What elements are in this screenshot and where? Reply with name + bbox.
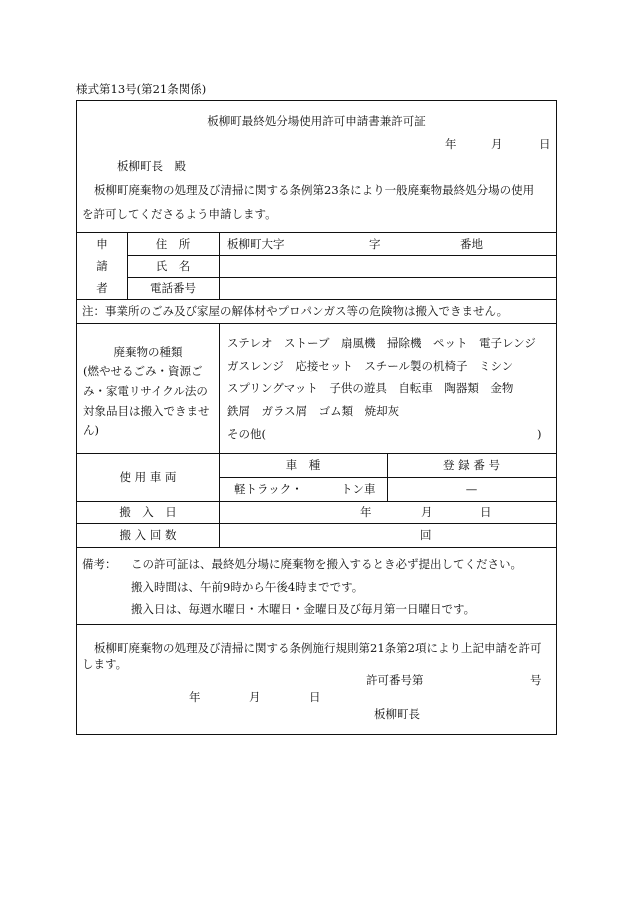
divider bbox=[77, 323, 556, 324]
divider bbox=[77, 523, 556, 524]
permit-signer: 板柳町長 bbox=[374, 707, 420, 721]
waste-label-3: み・家電リサイクル法の bbox=[83, 384, 208, 398]
waste-other-close: ) bbox=[537, 427, 542, 441]
divider bbox=[127, 277, 556, 278]
vehicle-reg-value: — bbox=[465, 482, 478, 496]
vehicle-reg-header: 登 録 番 号 bbox=[443, 458, 500, 472]
date-day: 日 bbox=[539, 137, 551, 151]
date-year: 年 bbox=[445, 137, 457, 151]
divider bbox=[77, 453, 556, 454]
divider bbox=[127, 255, 556, 256]
delivery-month: 月 bbox=[421, 505, 433, 519]
remarks-line-2: 搬入時間は、午前9時から午後4時までです。 bbox=[131, 580, 364, 594]
divider bbox=[77, 501, 556, 502]
applicant-header-1: 申 bbox=[96, 237, 108, 251]
waste-items-1: ステレオ ストーブ 扇風機 掃除機 ペット 電子レンジ bbox=[227, 336, 536, 350]
vehicle-label: 使 用 車 両 bbox=[119, 470, 177, 484]
address-label: 住 所 bbox=[155, 237, 191, 251]
vehicle-truck: トン車 bbox=[341, 482, 376, 496]
divider bbox=[77, 547, 556, 548]
permit-month: 月 bbox=[249, 690, 261, 704]
permit-line-2: します。 bbox=[82, 657, 128, 671]
divider bbox=[219, 232, 220, 299]
divider bbox=[77, 299, 556, 300]
intro-line-2: を許可してくださるよう申請します。 bbox=[82, 207, 277, 221]
permit-year: 年 bbox=[189, 690, 201, 704]
note: 注：事業所のごみ及び家屋の解体材やプロパンガス等の危険物は搬入できません。 bbox=[82, 304, 509, 318]
delivery-count-unit: 回 bbox=[420, 528, 432, 542]
application-form bbox=[76, 100, 557, 735]
remarks-label: 備考： bbox=[82, 557, 117, 571]
vehicle-type-header: 車 種 bbox=[285, 458, 321, 472]
waste-items-2: ガスレンジ 応接セット スチール製の机椅子 ミシン bbox=[227, 359, 514, 373]
waste-other: その他( bbox=[227, 427, 266, 441]
delivery-date-label: 搬 入 日 bbox=[119, 505, 177, 519]
address-banchi: 番地 bbox=[460, 237, 483, 251]
divider bbox=[77, 232, 556, 233]
divider bbox=[219, 323, 220, 547]
divider bbox=[77, 624, 556, 625]
remarks-line-3: 搬入日は、毎週水曜日・木曜日・金曜日及び毎月第一日曜日です。 bbox=[131, 602, 476, 616]
phone-label: 電話番号 bbox=[150, 281, 196, 295]
name-label: 氏 名 bbox=[155, 259, 191, 273]
form-number: 様式第13号(第21条関係) bbox=[76, 82, 207, 96]
waste-label-2: (燃やせるごみ・資源ご bbox=[83, 364, 203, 378]
addressee: 板柳町長 殿 bbox=[117, 159, 186, 173]
intro-line-1: 板柳町廃棄物の処理及び清掃に関する条例第23条により一般廃棄物最終処分場の使用 bbox=[94, 183, 535, 197]
delivery-count-label: 搬 入 回 数 bbox=[119, 528, 177, 542]
delivery-day: 日 bbox=[480, 505, 492, 519]
permit-number-suffix: 号 bbox=[530, 673, 542, 687]
permit-day: 日 bbox=[309, 690, 321, 704]
remarks-line-1: この許可証は、最終処分場に廃棄物を搬入するとき必ず提出してください。 bbox=[131, 557, 522, 571]
vehicle-type: 軽トラック・ bbox=[234, 482, 303, 496]
applicant-header-2: 請 bbox=[96, 259, 108, 273]
applicant-header-3: 者 bbox=[96, 281, 108, 295]
waste-items-4: 鉄屑 ガラス屑 ゴム類 焼却灰 bbox=[227, 404, 400, 418]
address-prefix: 板柳町大字 bbox=[227, 237, 285, 251]
permit-line-1: 板柳町廃棄物の処理及び清掃に関する条例施行規則第21条第2項により上記申請を許可 bbox=[94, 641, 542, 655]
waste-label-4: 対象品目は搬入できませ bbox=[83, 404, 210, 418]
permit-number-label: 許可番号第 bbox=[366, 673, 424, 687]
waste-label-1: 廃棄物の種類 bbox=[113, 345, 183, 359]
form-title: 板柳町最終処分場使用許可申請書兼許可証 bbox=[207, 114, 426, 128]
waste-label-5: ん) bbox=[83, 423, 99, 437]
date-month: 月 bbox=[491, 137, 503, 151]
address-aza: 字 bbox=[369, 237, 381, 251]
waste-items-3: スプリングマット 子供の遊具 自転車 陶器類 金物 bbox=[227, 381, 514, 395]
delivery-year: 年 bbox=[360, 505, 372, 519]
